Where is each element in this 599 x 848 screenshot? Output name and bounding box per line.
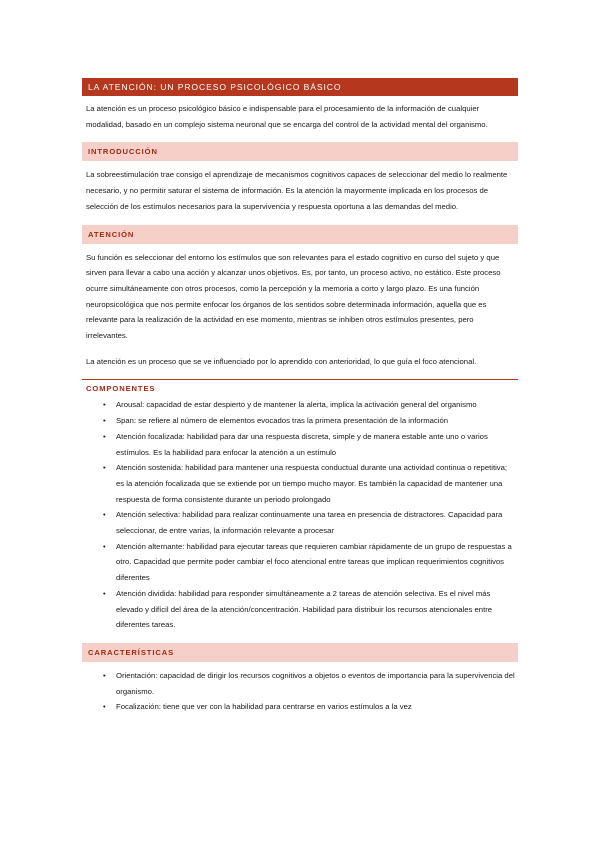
document-content: [82, 78, 518, 715]
atencion-paragraph-2: La atención es un proceso que se ve influenciado por lo aprendido con anterioridad, lo que guía el foco atencional.: [86, 356, 477, 366]
list-item: [103, 413, 518, 429]
section-heading-componentes: COMPONENTES: [82, 379, 518, 397]
caracteristicas-list: [82, 668, 518, 715]
list-item-text: Focalización: tiene que ver con la habilidad para centrarse en varios estímulos a la vez: [116, 702, 412, 712]
bullet-icon: •: [103, 588, 106, 598]
list-item-text: Atención sostenida: habilidad para mantener una respuesta conductual durante una actividad continua o repetitiva; es la atención focalizada que se extiende por un tiempo mucho mayor. Es también la capacidad de mantener una respuesta de forma consistente durante un periodo prolongado: [116, 463, 508, 504]
list-item-text: Arousal: capacidad de estar despierto y de mantener la alerta, implica la activación general del organismo: [116, 400, 477, 410]
bullet-icon: •: [103, 416, 106, 426]
section-heading-introduccion: INTRODUCCIÓN: [82, 142, 518, 161]
section-heading-atencion: ATENCIÓN: [82, 225, 518, 244]
list-item: [103, 460, 518, 507]
list-item: [103, 397, 518, 413]
list-item-text: Orientación: capacidad de dirigir los recursos cognitivos a objetos o eventos de importancia para la supervivencia del organismo.: [116, 670, 515, 696]
intro-paragraph: La atención es un proceso psicológico básico e indispensable para el procesamiento de la información de cualquier modalidad, basado en un complejo sistema neuronal que se encarga del control de la actividad mental del organismo.: [86, 104, 488, 129]
list-item-text: Atención alternante: habilidad para ejecutar tareas que requieren cambiar rápidamente de un grupo de respuestas a otro. Capacidad que permite poder cambiar el foco atencional entre tareas que implican requerimientos cognitivos diferentes: [116, 541, 512, 583]
list-item-text: Atención focalizada: habilidad para dar una respuesta discreta, simple y de manera estable ante uno o varios estímulos. Es la habilidad para enfocar la atención a un estímulo: [116, 431, 488, 457]
bullet-icon: •: [103, 541, 106, 551]
section-heading-caracteristicas: CARACTERÍSTICAS: [82, 643, 518, 662]
bullet-icon: •: [103, 400, 106, 410]
document-title: LA ATENCIÓN: UN PROCESO PSICOLÓGICO BÁSICO: [82, 78, 518, 96]
list-item-text: Span: se refiere al número de elementos evocados tras la primera presentación de la información: [116, 416, 449, 426]
componentes-list: [82, 397, 518, 633]
bullet-icon: •: [103, 463, 106, 473]
list-item: [103, 539, 518, 586]
list-item-text: Atención dividida: habilidad para responder simultáneamente a 2 tareas de atención selectiva. Es el nivel más elevado y difícil del área de la atención/concentración. Habilidad para distribuir los recursos atencionales entre diferentes tareas.: [116, 588, 493, 630]
bullet-icon: •: [103, 431, 106, 441]
atencion-paragraph-1: Su función es seleccionar del entorno los estímulos que son relevantes para el estado cognitivo en curso del sujeto y que sirven para llevar a cabo una acción y alcanzar unos objetivos. Es, por tanto, un proceso activo, no estático. Este proceso ocurre simultáneamente con otros procesos, como la percepción y la memoria a corto y largo plazo. Es una función neuropsicológica que nos permite enfocar los órganos de los sentidos sobre determinada información, aquella que es relevante para la realización de la actividad en ese momento, mientras se inhiben otros estímulos presentes, pero irrelevantes.: [86, 252, 501, 341]
list-item: [103, 586, 518, 633]
list-item-text: Atención selectiva: habilidad para realizar continuamente una tarea en presencia de distractores. Capacidad para seleccionar, de entre varias, la información relevante a procesar: [116, 510, 503, 536]
list-item: [103, 507, 518, 538]
bullet-icon: •: [103, 510, 106, 520]
list-item: [103, 429, 518, 460]
bullet-icon: •: [103, 702, 106, 712]
list-item: [103, 699, 518, 715]
list-item: [103, 668, 518, 699]
introduccion-paragraph: La sobreestimulación trae consigo el aprendizaje de mecanismos cognitivos capaces de seleccionar del medio lo realmente necesario, y no permitir saturar el sistema de información. Es la atención la mayormente implicada en los procesos de selección de los estímulos necesarios para la supervivencia y respuesta oportuna a las demandas del medio.: [86, 170, 508, 211]
bullet-icon: •: [103, 670, 106, 680]
